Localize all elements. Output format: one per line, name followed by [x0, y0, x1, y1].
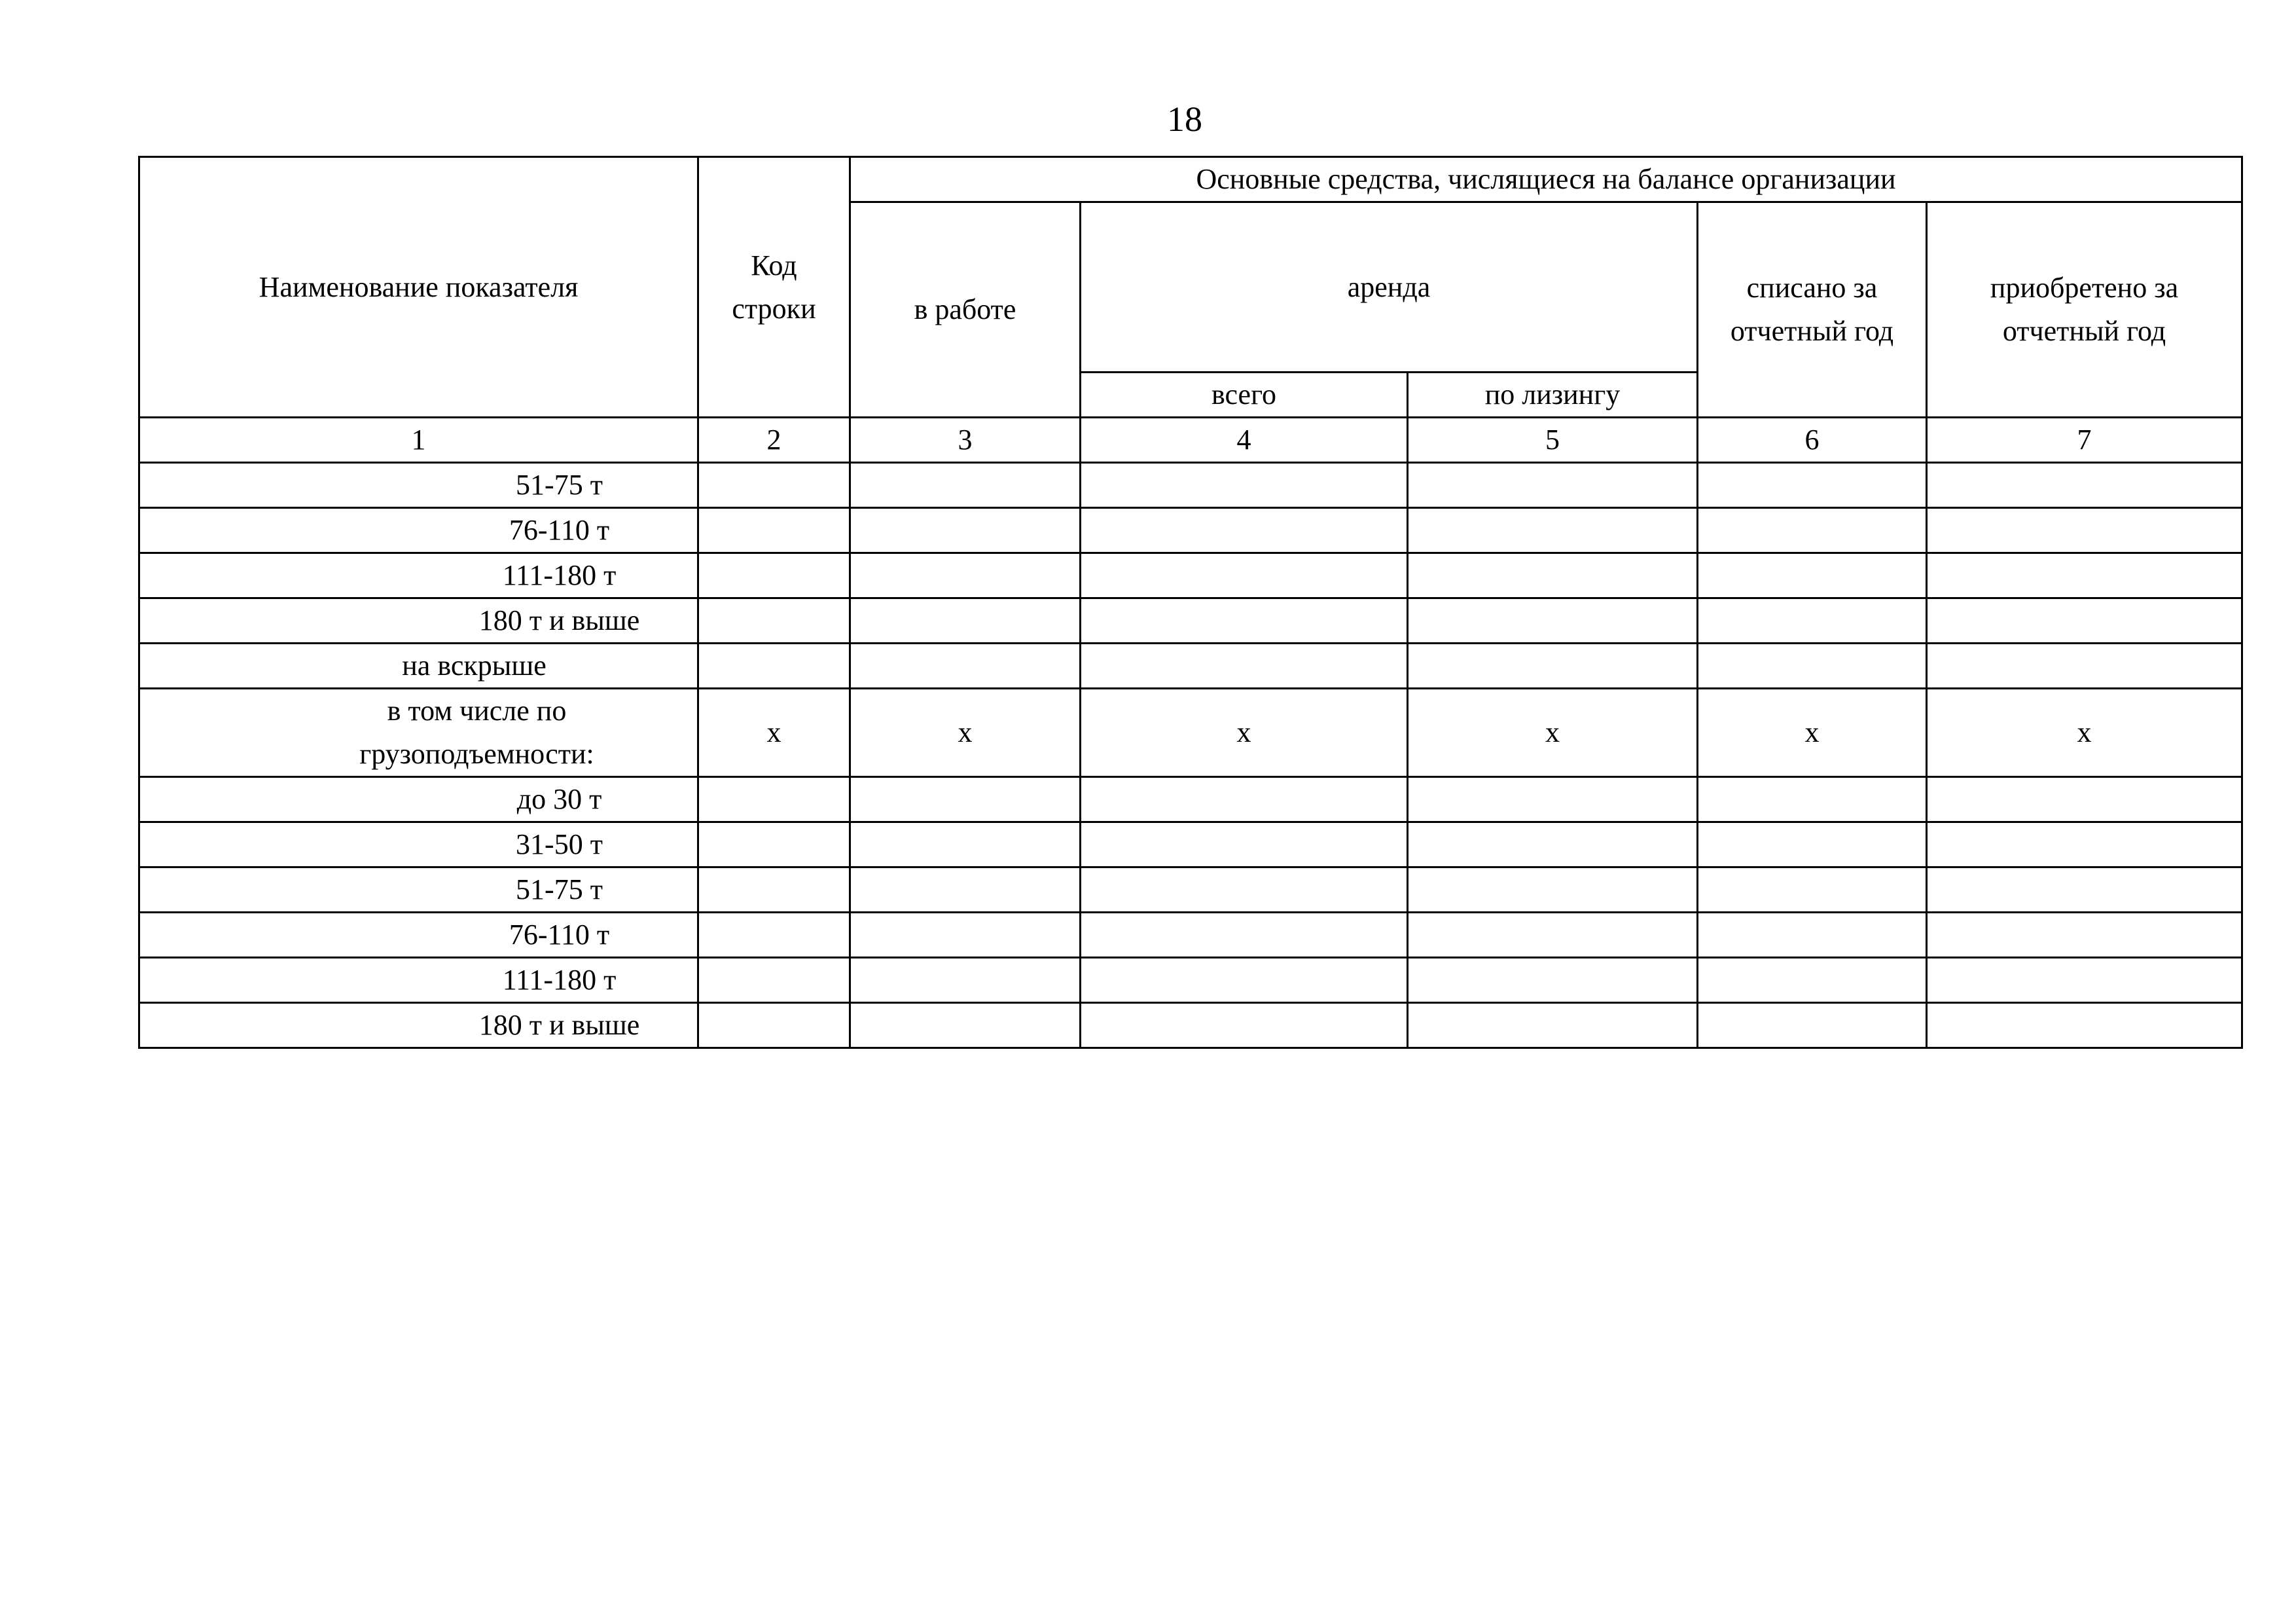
table-cell	[1927, 644, 2242, 689]
table-cell	[698, 1003, 850, 1048]
table-cell	[850, 463, 1081, 508]
table-cell	[1698, 553, 1927, 598]
table-cell: х	[1408, 689, 1698, 777]
table-cell	[698, 777, 850, 822]
table-cell	[1408, 1003, 1698, 1048]
table-cell	[1698, 644, 1927, 689]
table-cell: х	[850, 689, 1081, 777]
table-row	[139, 598, 2242, 644]
table-cell	[1408, 553, 1698, 598]
table-cell	[698, 644, 850, 689]
table-cell	[1927, 822, 2242, 867]
table-cell	[1927, 598, 2242, 644]
table-cell	[1927, 463, 2242, 508]
row-label: 76-110 т	[139, 508, 698, 553]
table-cell	[1698, 463, 1927, 508]
table-cell	[1408, 598, 1698, 644]
table-cell	[1698, 598, 1927, 644]
table-cell	[698, 508, 850, 553]
table-cell	[850, 958, 1081, 1003]
header-written-off: списано за отчетный год	[1698, 202, 1927, 418]
row-label: 51-75 т	[139, 867, 698, 913]
table-cell	[1698, 867, 1927, 913]
column-number: 5	[1408, 418, 1698, 463]
table-cell	[1698, 508, 1927, 553]
column-numbers-row	[139, 418, 2242, 463]
row-label: 76-110 т	[139, 913, 698, 958]
table-cell	[850, 822, 1081, 867]
table-cell	[1081, 913, 1408, 958]
page-number: 18	[1167, 100, 1202, 139]
row-label: на вскрыше	[139, 644, 698, 689]
table-cell	[1927, 913, 2242, 958]
table-row	[139, 777, 2242, 822]
table-row	[139, 867, 2242, 913]
column-number: 1	[139, 418, 698, 463]
table-cell	[1408, 867, 1698, 913]
column-number: 6	[1698, 418, 1927, 463]
table-cell	[1081, 463, 1408, 508]
header-in-operation: в работе	[850, 202, 1081, 418]
header-indicator-name: Наименование показателя	[139, 157, 698, 418]
row-label: до 30 т	[139, 777, 698, 822]
table-row	[139, 913, 2242, 958]
table-row	[139, 822, 2242, 867]
row-label: 111-180 т	[139, 553, 698, 598]
header-row-1	[139, 157, 2242, 202]
table-row	[139, 463, 2242, 508]
table-cell	[1081, 644, 1408, 689]
header-fixed-assets-group: Основные средства, числящиеся на балансе организации	[850, 157, 2242, 202]
table-cell	[698, 553, 850, 598]
table-cell	[850, 1003, 1081, 1048]
table-row	[139, 644, 2242, 689]
table-cell	[1081, 598, 1408, 644]
table-cell: х	[1698, 689, 1927, 777]
table-cell	[1927, 867, 2242, 913]
column-number: 2	[698, 418, 850, 463]
table-cell	[1081, 777, 1408, 822]
table-cell	[1408, 913, 1698, 958]
table-cell	[1081, 553, 1408, 598]
table-cell	[850, 553, 1081, 598]
table-cell	[1408, 777, 1698, 822]
table-cell	[1081, 867, 1408, 913]
table-cell	[1698, 822, 1927, 867]
table-cell	[1927, 553, 2242, 598]
table-cell	[698, 463, 850, 508]
row-label: 111-180 т	[139, 958, 698, 1003]
table-cell	[1927, 777, 2242, 822]
table-cell	[1408, 508, 1698, 553]
table-cell	[1698, 1003, 1927, 1048]
table-cell	[1698, 777, 1927, 822]
table-cell	[1927, 1003, 2242, 1048]
table-cell: х	[1081, 689, 1408, 777]
table-cell	[1408, 463, 1698, 508]
table-cell	[698, 913, 850, 958]
table-cell	[1698, 958, 1927, 1003]
row-label: 31-50 т	[139, 822, 698, 867]
table-cell	[1698, 913, 1927, 958]
row-label: 180 т и выше	[139, 1003, 698, 1048]
header-acquired: приобретено за отчетный год	[1927, 202, 2242, 418]
table-cell	[850, 867, 1081, 913]
table-cell	[850, 598, 1081, 644]
table-cell: х	[1927, 689, 2242, 777]
table-row	[139, 689, 2242, 777]
table-cell	[850, 644, 1081, 689]
table-cell	[1408, 822, 1698, 867]
table-cell	[1081, 1003, 1408, 1048]
table-cell	[850, 913, 1081, 958]
row-label: 51-75 т	[139, 463, 698, 508]
table-cell	[698, 958, 850, 1003]
table-cell	[1081, 822, 1408, 867]
row-label: 180 т и выше	[139, 598, 698, 644]
table-row	[139, 553, 2242, 598]
row-label: в том числе по грузоподъемности:	[139, 689, 698, 777]
table-cell: х	[698, 689, 850, 777]
table-cell	[698, 822, 850, 867]
header-lease-total: всего	[1081, 373, 1408, 418]
header-row-code: Код строки	[698, 157, 850, 418]
column-number: 4	[1081, 418, 1408, 463]
table-cell	[1081, 508, 1408, 553]
table-cell	[1081, 958, 1408, 1003]
table-row	[139, 1003, 2242, 1048]
table-cell	[1408, 958, 1698, 1003]
table-cell	[1408, 644, 1698, 689]
table-cell	[698, 598, 850, 644]
column-number: 3	[850, 418, 1081, 463]
table-row	[139, 958, 2242, 1003]
column-number: 7	[1927, 418, 2242, 463]
header-lease: аренда	[1081, 202, 1698, 373]
header-lease-leasing: по лизингу	[1408, 373, 1698, 418]
table-cell	[698, 867, 850, 913]
table-cell	[850, 508, 1081, 553]
table-cell	[1927, 508, 2242, 553]
fixed-assets-table	[138, 156, 2243, 1049]
table-row	[139, 508, 2242, 553]
table-cell	[850, 777, 1081, 822]
table-cell	[1927, 958, 2242, 1003]
